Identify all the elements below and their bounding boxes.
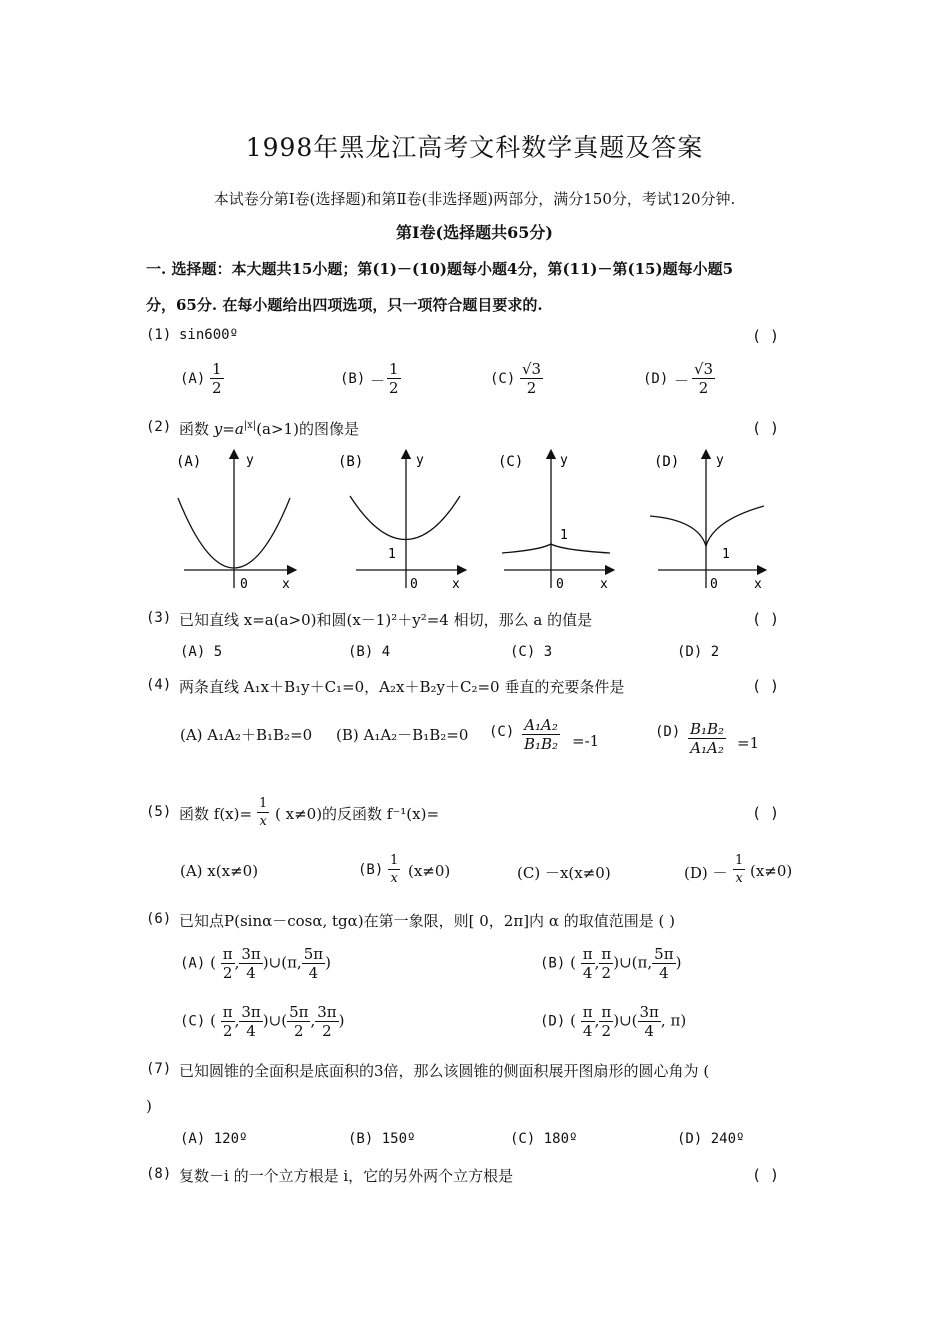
pi: π [637,953,648,972]
graph-d-x-label: x [754,577,762,592]
fraction-numerator: 5π [654,945,674,963]
graph-a [176,453,292,592]
paren: ( [570,953,576,972]
q5-text-a: 函数 f(x)= [179,805,253,823]
paren: ( [281,953,288,972]
instructions-line-2: 分，65分. 在每小题给出四项选项，只一项符合题目要求的. [146,296,543,314]
q5-option-d-fraction [733,852,745,887]
q3-option-d: (D) 2 [677,644,720,660]
q1-answer-paren: ( ) [752,327,780,345]
q4-number: (4) [146,677,172,693]
graph-c [498,453,610,592]
frac-3pi-4 [239,945,262,982]
union-symbol: ∪ [268,1011,282,1030]
q4-option-c-eq: =-1 [572,732,600,750]
pi: π [670,1011,681,1030]
paren: ( [631,1011,638,1030]
union-symbol: ∪ [619,1011,632,1030]
paren: ) [262,953,269,972]
q7-number: (7) [146,1061,172,1077]
fraction-denominator: 2 [293,1022,304,1040]
q1-option-a-fraction [210,360,224,397]
q4-option-a: (A) A₁A₂＋B₁B₂=0 [180,726,313,744]
fraction-denominator: B₁B₂ [524,735,559,753]
fraction-numerator: 3π [241,945,261,963]
frac-pi-2 [599,945,613,982]
graph-c-curve [502,544,610,553]
fraction-numerator: π [582,1003,593,1021]
fraction-numerator: π [222,1003,233,1021]
fraction-numerator: 1 [212,360,222,378]
frac-3pi-4 [239,1003,262,1040]
q6-option-c [180,1003,345,1040]
frac-5pi-2 [287,1003,310,1040]
fraction-denominator: 2 [322,1022,332,1040]
q5-option-d-label: (D) － [684,864,728,882]
q5-option-d-tail: (x≠0) [750,862,793,880]
q1-option-b-fraction [387,360,401,397]
q2-expression: y=a [213,420,244,438]
q5-fraction [257,795,269,830]
q7-text: 已知圆锥的全面积是底面积的3倍，那么该圆锥的侧面积展开图扇形的圆心角为 ( [179,1062,710,1080]
q2-exponent: |x| [243,420,257,431]
graph-d-y-label: y [716,453,724,468]
comma: , [594,953,600,972]
fraction-denominator: 4 [659,964,669,982]
paren: ( [281,1011,288,1030]
pi: π [287,953,297,972]
frac-pi-4 [581,945,595,982]
fraction-denominator: 4 [246,1022,256,1040]
q2-answer-paren: ( ) [752,419,780,437]
q1-option-a-label: (A) [180,371,206,387]
fraction-denominator: 4 [582,964,593,982]
fraction-denominator: A₁A₂ [690,739,724,757]
graph-d-origin: 0 [710,577,718,592]
q2-stem [179,418,359,439]
q8-answer-paren: ( ) [752,1166,780,1184]
q4-option-d-label: (D) [655,724,681,740]
graph-d-label: (D) [654,454,680,470]
comma: , [660,1011,666,1030]
fraction-denominator: 2 [698,379,709,397]
q6-option-d [540,1003,686,1040]
fraction-numerator: π [582,945,593,963]
q5-option-b-tail: (x≠0) [408,862,451,880]
q1-option-d-minus: － [674,372,690,390]
fraction-numerator: √3 [522,360,542,378]
q1-number: (1) [146,327,172,343]
instructions-line-1: 一. 选择题：本大题共15小题；第(1)－(10)题每小题4分，第(11)－第(15)题每小题5 [146,260,734,278]
q3-text: 已知直线 x=a(a>0)和圆(x－1)²＋y²=4 相切，那么 a 的值是 [179,611,593,629]
paren: ) [613,1011,620,1030]
frac-3pi-2 [315,1003,338,1040]
paren: ( [210,1011,216,1030]
frac-3pi-4 [638,1003,661,1040]
fraction-denominator: x [390,871,398,886]
q7-option-a: (A) 120º [180,1131,248,1147]
q7-option-d: (D) 240º [677,1131,745,1147]
graph-d-one-label: 1 [722,547,730,562]
comma: , [296,953,302,972]
q4-option-c-label: (C) [489,724,515,740]
frac-pi-2 [221,1003,235,1040]
fraction-denominator: 2 [212,379,222,397]
graph-b-origin: 0 [410,577,418,592]
fraction-denominator: x [735,871,743,886]
q6-option-b [540,945,681,982]
q5-answer-paren: ( ) [752,804,780,822]
q2-text-before: 函数 [179,420,210,438]
q1-option-b-minus: － [370,372,386,390]
fraction-numerator: π [601,1003,612,1021]
frac-pi-4 [581,1003,595,1040]
graph-b-label: (B) [338,454,364,470]
q3-option-c: (C) 3 [510,644,553,660]
q1-text: sin600º [179,327,239,343]
fraction-numerator: π [601,945,612,963]
comma: , [594,1011,600,1030]
graph-c-y-label: y [560,453,568,468]
graph-b-one-label: 1 [388,547,396,562]
paren: ) [338,1011,345,1030]
frac-5pi-4 [652,945,675,982]
q4-option-d-fraction [688,720,726,757]
q3-option-a: (A) 5 [180,644,223,660]
fraction-numerator: √3 [694,360,714,378]
q6-option-a-label: (A) [180,955,206,972]
document-title: 1998年黑龙江高考文科数学真题及答案 [245,133,704,162]
q4-option-d-eq: =1 [737,734,760,752]
frac-pi-2 [221,945,235,982]
q6-option-c-label: (C) [180,1013,206,1030]
q5-number: (5) [146,804,172,820]
paren: ( [210,953,216,972]
paren: ) [613,953,620,972]
q1-option-c-fraction [520,360,543,397]
q6-option-b-label: (B) [540,955,566,972]
q4-answer-paren: ( ) [752,677,780,695]
fraction-numerator: 1 [735,853,744,868]
fraction-numerator: 5π [289,1003,309,1021]
q6-number: (6) [146,911,172,927]
graph-b-curve [350,496,460,540]
graph-c-label: (C) [498,454,524,470]
graph-a-label: (A) [176,454,202,470]
graph-a-origin: 0 [240,577,248,592]
q4-option-c-fraction [522,716,560,753]
q5-text-b: ( x≠0)的反函数 f⁻¹(x)= [275,805,440,823]
fraction-denominator: 4 [644,1022,654,1040]
union-symbol: ∪ [619,953,632,972]
graph-b-x-label: x [452,577,460,592]
exam-intro: 本试卷分第Ⅰ卷(选择题)和第Ⅱ卷(非选择题)两部分，满分150分，考试120分钟. [213,190,736,208]
q5-option-a: (A) x(x≠0) [180,862,259,880]
q6-text: 已知点P(sinα－cosα, tgα)在第一象限，则[ 0，2π]内 α 的取值范围是 ( ) [179,912,675,930]
fraction-denominator: 4 [308,964,319,982]
q3-option-b: (B) 4 [348,644,391,660]
graph-a-y-label: y [246,453,254,468]
graph-a-x-label: x [282,577,290,592]
q1-option-d-label: (D) [643,371,669,387]
graph-b-y-label: y [416,453,424,468]
fraction-denominator: 2 [601,1022,612,1040]
fraction-denominator: x [259,814,267,829]
paren: ( [631,953,638,972]
comma: , [310,1011,316,1030]
fraction-denominator: 2 [222,1022,233,1040]
fraction-numerator: 3π [317,1003,337,1021]
fraction-numerator: π [222,945,233,963]
q4-text: 两条直线 A₁x＋B₁y＋C₁=0，A₂x＋B₂y＋C₂=0 垂直的充要条件是 [179,678,625,696]
q4-option-b: (B) A₁A₂－B₁B₂=0 [336,726,469,744]
q3-number: (3) [146,610,172,626]
fraction-denominator: 4 [246,964,256,982]
q5-option-b-fraction [388,852,400,887]
fraction-numerator: 1 [389,360,399,378]
frac-5pi-4 [302,945,325,982]
paren: ) [262,1011,269,1030]
comma: , [234,953,240,972]
paren: ) [325,953,331,972]
q6-option-a [180,945,331,982]
fraction-numerator: 1 [390,853,399,868]
fraction-numerator: B₁B₂ [690,720,725,738]
q5-option-c: (C) －x(x≠0) [517,864,611,882]
fraction-numerator: 1 [259,796,268,811]
paren: ( [570,1011,576,1030]
q7-option-c: (C) 180º [510,1131,578,1147]
fraction-numerator: A₁A₂ [522,716,560,735]
q7-close-paren: ) [146,1097,152,1115]
q1-option-c-label: (C) [490,371,516,387]
fraction-denominator: 2 [526,379,537,397]
graph-b [338,453,462,592]
frac-pi-2 [599,1003,613,1040]
graph-d-curve [650,506,764,546]
fraction-denominator: 2 [389,379,399,397]
comma: , [647,953,653,972]
graph-d [650,453,764,592]
q5-option-b-label: (B) [358,862,384,878]
comma: , [234,1011,240,1030]
q1-option-d-fraction [692,360,715,397]
fraction-denominator: 4 [582,1022,593,1040]
q2-number: (2) [146,419,172,435]
graph-c-origin: 0 [556,577,564,592]
q2-condition: (a>1)的图像是 [256,420,359,438]
q8-number: (8) [146,1166,172,1182]
fraction-denominator: 2 [222,964,233,982]
fraction-numerator: 3π [241,1003,261,1021]
paren: ) [680,1011,687,1030]
graph-c-x-label: x [600,577,608,592]
q8-text: 复数－i 的一个立方根是 i，它的另外两个立方根是 [179,1167,514,1185]
section-heading: 第Ⅰ卷(选择题共65分) [396,223,553,242]
fraction-numerator: 5π [303,945,324,963]
q7-option-b: (B) 150º [348,1131,416,1147]
q3-answer-paren: ( ) [752,610,780,628]
q6-option-d-label: (D) [540,1013,566,1030]
graph-c-one-label: 1 [560,528,568,543]
q1-option-b-label: (B) [340,371,366,387]
fraction-numerator: 3π [639,1003,659,1021]
q2-graphs [170,448,780,598]
fraction-denominator: 2 [601,964,612,982]
paren: ) [675,953,682,972]
union-symbol: ∪ [268,953,282,972]
